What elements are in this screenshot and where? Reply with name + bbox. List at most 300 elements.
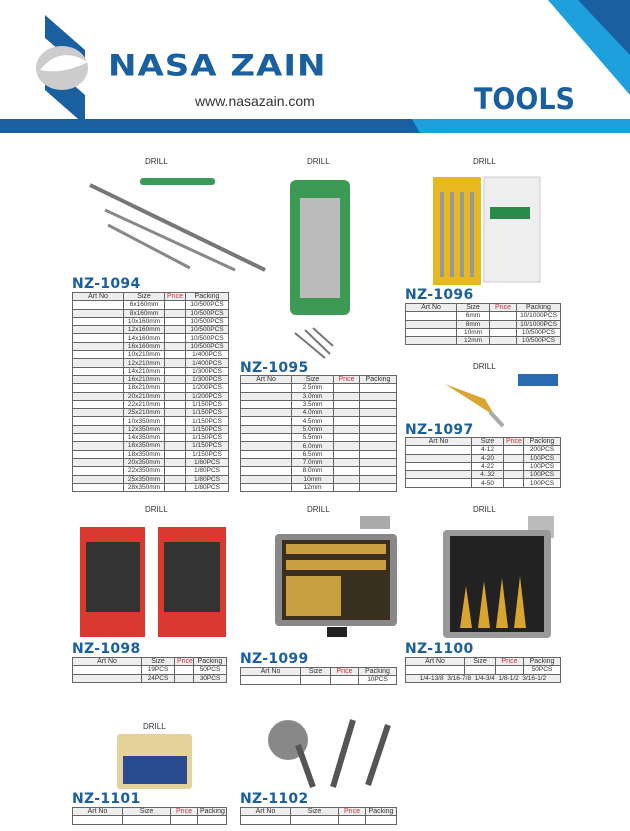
table-cell — [241, 458, 292, 466]
table-cell: 16x160mm — [124, 342, 165, 350]
table-cell — [334, 442, 360, 450]
table-cell: 2.5mm — [292, 384, 334, 392]
table-cell — [360, 475, 397, 483]
column-header-size: Size — [472, 438, 504, 446]
table-cell — [504, 454, 524, 462]
table-cell — [73, 301, 124, 309]
product-table-nz-1100 — [405, 657, 561, 683]
table-cell — [406, 320, 457, 328]
table-cell — [165, 351, 186, 359]
table-row — [406, 312, 561, 320]
table-cell: 10x210mm — [124, 351, 165, 359]
table-cell: 1/200PCS — [186, 392, 229, 400]
table-cell: 1/80PCS — [186, 467, 229, 475]
table-cell — [406, 328, 457, 336]
table-header-row — [406, 658, 561, 666]
table-cell: 10/500PCS — [186, 301, 229, 309]
table-row — [241, 450, 397, 458]
table-cell — [198, 816, 227, 824]
column-header-packing: Packing — [524, 438, 561, 446]
table-row — [73, 351, 229, 359]
table-cell — [360, 458, 397, 466]
table-cell — [73, 483, 124, 491]
column-header-art-no: Art No — [241, 376, 292, 384]
table-cell — [165, 483, 186, 491]
table-cell: 1/150PCS — [186, 434, 229, 442]
table-header-row — [241, 376, 397, 384]
table-cell — [241, 475, 292, 483]
table-cell — [334, 392, 360, 400]
table-row — [241, 475, 397, 483]
logo-icon — [36, 15, 88, 125]
column-header-packing: Packing — [186, 293, 229, 301]
table-cell — [360, 467, 397, 475]
table-row — [73, 475, 229, 483]
table-cell: 24PCS — [142, 674, 175, 682]
table-cell — [406, 446, 472, 454]
drill-label: DRILL — [473, 362, 496, 371]
table-row — [73, 367, 229, 375]
product-code: NZ-1102 — [240, 791, 309, 807]
table-cell: 1/80PCS — [186, 458, 229, 466]
table-row — [406, 328, 561, 336]
table-cell — [334, 400, 360, 408]
table-cell: 4-12 — [472, 446, 504, 454]
product-code: NZ-1097 — [405, 422, 474, 438]
table-row — [406, 320, 561, 328]
table-row — [73, 434, 229, 442]
column-header-price: Price — [496, 658, 524, 666]
table-cell: 4-50 — [472, 479, 504, 487]
table-cell — [241, 400, 292, 408]
table-cell — [165, 309, 186, 317]
table-row — [73, 309, 229, 317]
table-cell — [73, 442, 124, 450]
table-header-row — [73, 658, 227, 666]
table-cell — [490, 320, 517, 328]
table-cell — [73, 367, 124, 375]
table-cell — [360, 417, 397, 425]
table-row — [73, 442, 229, 450]
table-cell — [73, 384, 124, 392]
table-row — [241, 400, 397, 408]
column-header-size: Size — [301, 668, 331, 676]
column-header-price: Price — [331, 668, 359, 676]
product-table-nz-1102 — [240, 807, 397, 825]
table-cell: 28x350mm — [124, 483, 165, 491]
table-cell: 20x210mm — [124, 392, 165, 400]
product-table-nz-1096 — [405, 303, 561, 345]
table-cell: 10mm — [292, 475, 334, 483]
column-header-packing: Packing — [198, 808, 227, 816]
table-cell — [73, 342, 124, 350]
column-header-art-no: Art No — [406, 658, 465, 666]
product-table-nz-1101 — [72, 807, 227, 825]
column-header-price: Price — [490, 304, 517, 312]
table-cell — [165, 434, 186, 442]
table-cell: 10/500PCS — [186, 317, 229, 325]
product-image-nz-1095 — [285, 178, 355, 363]
table-cell — [504, 446, 524, 454]
table-cell — [406, 479, 472, 487]
column-header-art-no: Art No — [241, 808, 291, 816]
product-image-nz-1102 — [258, 705, 398, 791]
table-cell: 1/150PCS — [186, 425, 229, 433]
drill-label: DRILL — [307, 505, 330, 514]
table-row — [241, 676, 397, 684]
table-cell — [73, 392, 124, 400]
table-cell — [165, 475, 186, 483]
table-cell: 4..32 — [472, 471, 504, 479]
table-cell — [73, 326, 124, 334]
drill-label: DRILL — [473, 505, 496, 514]
table-cell: 25x210mm — [124, 409, 165, 417]
product-image-nz-1097 — [440, 374, 565, 429]
table-cell: 10x160mm — [124, 317, 165, 325]
table-cell: 18x350mm — [124, 450, 165, 458]
table-cell — [165, 442, 186, 450]
brand-name: NASA ZAIN — [108, 49, 327, 83]
product-code: NZ-1095 — [240, 360, 309, 376]
table-cell — [301, 676, 331, 684]
column-header-packing: Packing — [366, 808, 397, 816]
drill-label: DRILL — [307, 157, 330, 166]
table-cell: 100PCS — [524, 471, 561, 479]
table-cell — [165, 317, 186, 325]
table-cell: 10x350mm — [124, 417, 165, 425]
table-cell — [241, 409, 292, 417]
table-cell: 1/150PCS — [186, 442, 229, 450]
table-cell: 100PCS — [524, 454, 561, 462]
table-header-row — [73, 808, 227, 816]
table-cell — [360, 384, 397, 392]
table-cell: 14x210mm — [124, 367, 165, 375]
column-header-size: Size — [291, 808, 339, 816]
table-row — [73, 384, 229, 392]
table-cell: 30PCS — [194, 674, 227, 682]
table-cell — [496, 666, 524, 674]
column-header-art-no: Art No — [73, 808, 123, 816]
table-row — [73, 400, 229, 408]
table-cell: 1/150PCS — [186, 400, 229, 408]
product-table-nz-1095 — [240, 375, 397, 492]
table-cell: 12x210mm — [124, 359, 165, 367]
table-cell: 1/150PCS — [186, 417, 229, 425]
column-header-art-no: Art No — [406, 438, 472, 446]
column-header-packing: Packing — [359, 668, 397, 676]
product-table-nz-1094 — [72, 292, 229, 492]
table-cell — [73, 467, 124, 475]
table-cell — [165, 467, 186, 475]
table-cell — [334, 409, 360, 417]
table-cell: 14x350mm — [124, 434, 165, 442]
table-cell: 10/1000PCS — [517, 320, 561, 328]
table-row — [406, 454, 561, 462]
table-cell: 10/500PCS — [186, 334, 229, 342]
column-header-size: Size — [124, 293, 165, 301]
table-row — [73, 666, 227, 674]
table-cell — [504, 462, 524, 470]
table-cell: 14x160mm — [124, 334, 165, 342]
table-cell — [490, 328, 517, 336]
table-cell — [73, 425, 124, 433]
table-cell — [241, 483, 292, 491]
table-cell: 6.0mm — [292, 442, 334, 450]
table-header-row — [73, 293, 229, 301]
table-cell — [490, 337, 517, 345]
table-cell: 1/300PCS — [186, 367, 229, 375]
table-row — [406, 471, 561, 479]
table-cell: 3.0mm — [292, 392, 334, 400]
table-cell: 10/1000PCS — [517, 312, 561, 320]
drill-label: DRILL — [143, 722, 166, 731]
table-cell — [241, 392, 292, 400]
table-cell — [406, 471, 472, 479]
column-header-price: Price — [504, 438, 524, 446]
table-cell — [165, 458, 186, 466]
table-cell — [241, 442, 292, 450]
table-cell: 25x350mm — [124, 475, 165, 483]
table-row — [406, 337, 561, 345]
table-cell: 4.5mm — [292, 417, 334, 425]
table-cell — [73, 417, 124, 425]
table-cell — [165, 400, 186, 408]
table-cell: 100PCS — [524, 479, 561, 487]
table-cell: 1/400PCS — [186, 359, 229, 367]
table-cell — [339, 816, 366, 824]
table-header-row — [406, 438, 561, 446]
table-cell — [366, 816, 397, 824]
table-cell — [73, 475, 124, 483]
table-row — [73, 816, 227, 824]
table-cell — [165, 301, 186, 309]
column-header-price: Price — [339, 808, 366, 816]
table-cell — [406, 666, 465, 674]
table-cell — [73, 400, 124, 408]
table-cell — [360, 442, 397, 450]
table-row — [406, 446, 561, 454]
table-row — [241, 434, 397, 442]
table-cell: 19PCS — [142, 666, 175, 674]
table-row — [241, 816, 397, 824]
section-title: TOOLS — [474, 82, 575, 117]
table-cell — [73, 375, 124, 383]
table-cell — [73, 309, 124, 317]
table-cell: 8mm — [457, 320, 490, 328]
column-header-size: Size — [142, 658, 175, 666]
table-cell: 1/300PCS — [186, 375, 229, 383]
table-cell — [73, 816, 123, 824]
column-header-size: Size — [457, 304, 490, 312]
table-row — [406, 479, 561, 487]
column-header-art-no: Art No — [406, 304, 457, 312]
column-header-packing: Packing — [517, 304, 561, 312]
table-row — [241, 392, 397, 400]
table-cell — [334, 417, 360, 425]
table-cell — [241, 450, 292, 458]
table-cell: 16x210mm — [124, 375, 165, 383]
table-cell: 1/80PCS — [186, 475, 229, 483]
table-cell: 100PCS — [524, 462, 561, 470]
table-cell — [241, 384, 292, 392]
table-cell: 10/500PCS — [186, 309, 229, 317]
table-cell: 1/150PCS — [186, 450, 229, 458]
table-cell: 10/500PCS — [517, 337, 561, 345]
table-row — [73, 409, 229, 417]
website-link[interactable]: www.nasazain.com — [195, 93, 315, 109]
table-cell — [73, 359, 124, 367]
table-cell: 3.5mm — [292, 400, 334, 408]
table-cell: 4-20 — [472, 454, 504, 462]
column-header-art-no: Art No — [241, 668, 301, 676]
table-cell — [165, 392, 186, 400]
table-cell: 1/200PCS — [186, 384, 229, 392]
table-cell: 7.0mm — [292, 458, 334, 466]
table-row — [406, 462, 561, 470]
table-cell — [406, 454, 472, 462]
table-cell — [241, 816, 291, 824]
table-row — [241, 425, 397, 433]
product-image-nz-1094 — [80, 170, 270, 280]
table-row — [241, 442, 397, 450]
product-code: NZ-1100 — [405, 641, 474, 657]
table-row — [73, 326, 229, 334]
table-cell — [360, 425, 397, 433]
table-cell: 1/150PCS — [186, 409, 229, 417]
table-header-row — [241, 808, 397, 816]
table-cell: 5.0mm — [292, 425, 334, 433]
table-cell: 4.0mm — [292, 409, 334, 417]
column-header-packing: Packing — [524, 658, 561, 666]
table-cell: 10/500PCS — [186, 342, 229, 350]
table-cell — [165, 417, 186, 425]
table-cell: 4-22 — [472, 462, 504, 470]
table-cell — [490, 312, 517, 320]
size-range-cell: 1/4-13/8 3/16-7/8 1/4-3/4 1/8-1/2 3/16-1/2 — [406, 674, 561, 682]
table-row — [73, 450, 229, 458]
table-cell — [241, 676, 301, 684]
table-cell: 20x350mm — [124, 458, 165, 466]
table-cell: 50PCS — [194, 666, 227, 674]
table-cell — [165, 375, 186, 383]
product-code: NZ-1099 — [240, 651, 309, 667]
product-image-nz-1098 — [78, 522, 228, 640]
table-cell: 8x160mm — [124, 309, 165, 317]
table-cell — [241, 417, 292, 425]
table-cell — [165, 450, 186, 458]
table-cell — [165, 384, 186, 392]
table-cell — [291, 816, 339, 824]
table-cell — [406, 462, 472, 470]
table-row — [73, 483, 229, 491]
table-cell: 18x210mm — [124, 384, 165, 392]
table-cell: 10mm — [457, 328, 490, 336]
product-code: NZ-1094 — [72, 276, 141, 292]
drill-label: DRILL — [473, 157, 496, 166]
table-cell: 1/400PCS — [186, 351, 229, 359]
table-cell — [171, 816, 198, 824]
table-row — [406, 666, 561, 674]
table-cell — [73, 434, 124, 442]
product-image-nz-1096 — [430, 172, 545, 287]
table-cell — [241, 434, 292, 442]
table-cell: 8.0mm — [292, 467, 334, 475]
column-header-art-no: Art No — [73, 658, 142, 666]
drill-label: DRILL — [145, 505, 168, 514]
table-cell — [360, 450, 397, 458]
table-row — [73, 392, 229, 400]
table-cell — [165, 367, 186, 375]
table-cell: 10PCS — [359, 676, 397, 684]
table-cell — [504, 479, 524, 487]
column-header-size: Size — [123, 808, 171, 816]
table-row — [241, 409, 397, 417]
table-cell — [73, 334, 124, 342]
product-table-nz-1097 — [405, 437, 561, 488]
table-cell — [406, 337, 457, 345]
table-cell — [360, 392, 397, 400]
table-row — [406, 674, 561, 682]
table-row — [241, 458, 397, 466]
table-row — [73, 425, 229, 433]
table-cell — [123, 816, 171, 824]
table-row — [73, 375, 229, 383]
table-cell — [334, 475, 360, 483]
table-cell: 6x160mm — [124, 301, 165, 309]
table-cell: 10/500PCS — [517, 328, 561, 336]
product-image-nz-1100 — [440, 516, 560, 640]
table-cell: 16x350mm — [124, 442, 165, 450]
column-header-packing: Packing — [360, 376, 397, 384]
table-cell — [334, 434, 360, 442]
table-cell — [334, 450, 360, 458]
table-cell — [331, 676, 359, 684]
drill-label: DRILL — [145, 157, 168, 166]
table-cell — [504, 471, 524, 479]
table-cell — [360, 409, 397, 417]
table-row — [73, 334, 229, 342]
column-header-art-no: Art No — [73, 293, 124, 301]
table-row — [241, 467, 397, 475]
table-cell — [334, 425, 360, 433]
column-header-price: Price — [165, 293, 186, 301]
table-cell — [73, 666, 142, 674]
table-cell: 200PCS — [524, 446, 561, 454]
table-cell: 10/500PCS — [186, 326, 229, 334]
table-cell: 12x160mm — [124, 326, 165, 334]
table-cell — [73, 409, 124, 417]
table-cell: 5.5mm — [292, 434, 334, 442]
table-cell — [175, 674, 194, 682]
table-row — [73, 674, 227, 682]
table-row — [73, 458, 229, 466]
column-header-size: Size — [465, 658, 496, 666]
table-cell — [165, 326, 186, 334]
table-cell — [165, 334, 186, 342]
table-row — [73, 467, 229, 475]
table-cell: 6mm — [457, 312, 490, 320]
table-cell: 22x350mm — [124, 467, 165, 475]
table-header-row — [406, 304, 561, 312]
table-cell — [165, 342, 186, 350]
table-cell: 12mm — [292, 483, 334, 491]
table-cell: 6.5mm — [292, 450, 334, 458]
table-row — [241, 483, 397, 491]
table-cell: 22x210mm — [124, 400, 165, 408]
table-cell — [73, 351, 124, 359]
product-code: NZ-1101 — [72, 791, 141, 807]
column-header-price: Price — [334, 376, 360, 384]
